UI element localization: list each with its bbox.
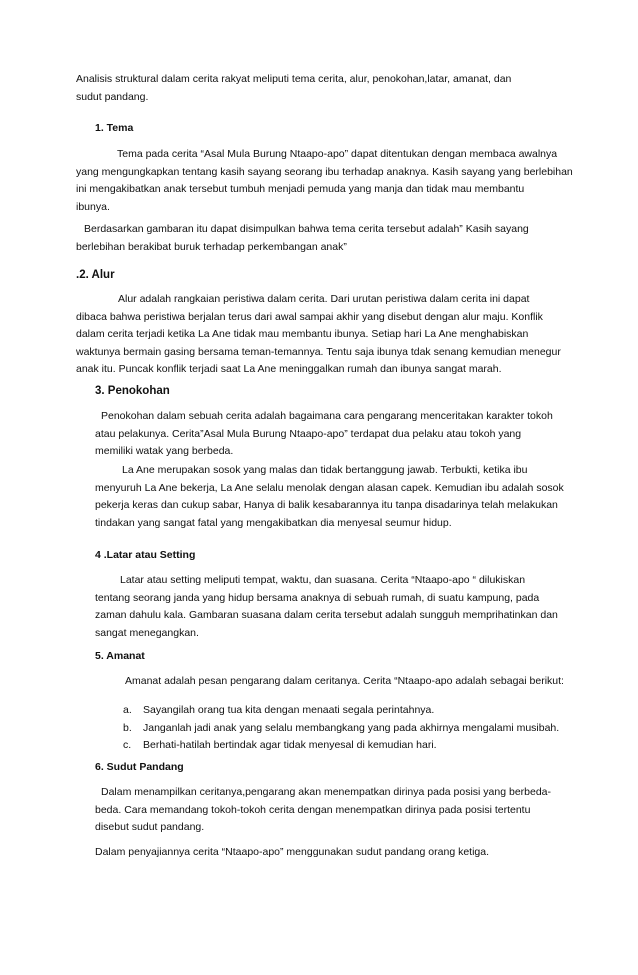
- text-line: pekerja keras dan cukup sabar, Hanya di balik kesabarannya itu tanpa disadarinya telah melakukan: [95, 499, 558, 512]
- text-line: Latar atau setting meliputi tempat, waktu, dan suasana. Cerita “Ntaapo-apo “ dilukiskan: [120, 574, 526, 586]
- text-line: ibunya.: [76, 200, 110, 213]
- list-item-text: Berhati-hatilah bertindak agar tidak menyesal di kemudian hari.: [143, 739, 437, 752]
- text-line: anak itu. Puncak konflik terjadi saat La Ane meninggalkan rumah dan ibunya sangat marah.: [76, 363, 502, 376]
- text-line: Tema pada cerita “Asal Mula Burung Ntaapo-apo” dapat ditentukan dengan membaca awalnya: [117, 148, 558, 160]
- alur-paragraph: [76, 291, 561, 379]
- list-item: [123, 720, 559, 738]
- text-line: Berdasarkan gambaran itu dapat disimpulkan bahwa tema cerita tersebut adalah” Kasih sayang: [84, 223, 529, 235]
- text-line: berlebihan berakibat buruk terhadap perkembangan anak”: [76, 240, 347, 253]
- list-marker: b.: [123, 721, 132, 734]
- latar-paragraph: [95, 572, 558, 642]
- sudut-pandang-conclusion: Dalam penyajiannya cerita “Ntaapo-apo” menggunakan sudut pandang orang ketiga.: [95, 846, 490, 858]
- penokohan-heading: 3. Penokohan: [95, 385, 170, 397]
- text-line: dalam cerita terjadi ketika La Ane tidak mau membantu ibunya. Setiap hari La Ane menghabiskan: [76, 328, 529, 341]
- latar-heading: 4 .Latar atau Setting: [95, 549, 196, 561]
- tema-paragraph-1: [76, 146, 573, 216]
- tema-heading: 1. Tema: [95, 122, 134, 134]
- list-marker: c.: [123, 739, 132, 752]
- list-item: [123, 737, 559, 755]
- text-line: disebut sudut pandang.: [95, 821, 205, 834]
- intro-paragraph: [76, 71, 511, 106]
- text-line: atau pelakunya. Cerita”Asal Mula Burung Ntaapo-apo” terdapat dua pelaku atau tokoh yang: [95, 427, 522, 440]
- tema-paragraph-2: [76, 221, 529, 256]
- text-line: yang mengungkapkan tentang kasih sayang seorang ibu terhadap anaknya. Kasih sayang yang berlebihan: [76, 165, 573, 178]
- text-line: Dalam menampilkan ceritanya,pengarang akan menempatkan dirinya pada posisi yang berbeda-: [101, 786, 552, 798]
- text-line: La Ane merupakan sosok yang malas dan tidak bertanggung jawab. Terbukti, ketika ibu: [122, 464, 528, 476]
- text-line: beda. Cara memandang tokoh-tokoh cerita dengan menempatkan dirinya pada posisi tertentu: [95, 803, 531, 816]
- list-item-text: Janganlah jadi anak yang selalu membangkang yang pada akhirnya mengalami musibah.: [143, 721, 560, 734]
- amanat-list: [123, 702, 559, 755]
- alur-heading: .2. Alur: [76, 269, 115, 281]
- intro-line: Analisis struktural dalam cerita rakyat meliputi tema cerita, alur, penokohan,latar, amanat, dan: [76, 73, 512, 85]
- text-line: waktunya bermain gasing bersama teman-temannya. Tentu saja ibunya tdak senang kemudian menegur: [76, 345, 561, 358]
- text-line: memiliki watak yang berbeda.: [95, 445, 234, 458]
- text-line: sangat menegangkan.: [95, 626, 199, 639]
- text-line: tindakan yang sangat fatal yang mengakibatkan dia menyesal seumur hidup.: [95, 516, 452, 529]
- list-item-text: Sayangilah orang tua kita dengan menaati segala perintahnya.: [143, 704, 435, 716]
- sudut-pandang-heading: 6. Sudut Pandang: [95, 761, 184, 773]
- amanat-paragraph: Amanat adalah pesan pengarang dalam ceritanya. Cerita “Ntaapo-apo adalah sebagai berikut:: [125, 675, 564, 687]
- amanat-heading: 5. Amanat: [95, 650, 145, 662]
- penokohan-paragraph-1: [95, 408, 553, 461]
- text-line: zaman dahulu kala. Gambaran suasana dalam cerita tersebut adalah sungguh memprihatinkan dan: [95, 609, 558, 622]
- sudut-pandang-paragraph: [95, 784, 551, 837]
- penokohan-paragraph-2: [95, 462, 564, 532]
- list-item: [123, 702, 559, 720]
- text-line: ini mengakibatkan anak tersebut tumbuh menjadi pemuda yang manja dan tidak mau membantu: [76, 183, 525, 196]
- intro-line: sudut pandang.: [76, 90, 149, 103]
- text-line: Penokohan dalam sebuah cerita adalah bagaimana cara pengarang menceritakan karakter tokoh: [101, 410, 553, 422]
- list-marker: a.: [123, 704, 132, 716]
- text-line: tentang seorang janda yang hidup bersama anaknya di sebuah rumah, di suatu kampung, pada: [95, 591, 540, 604]
- text-line: Alur adalah rangkaian peristiwa dalam cerita. Dari urutan peristiwa dalam cerita ini dapat: [118, 293, 530, 305]
- text-line: menyuruh La Ane bekerja, La Ane selalu menolak dengan alasan capek. Kemudian ibu adalah sosok: [95, 481, 564, 494]
- text-line: dibaca bahwa peristiwa berjalan terus dari awal sampai akhir yang disebut dengan alur maju. Konflik: [76, 310, 543, 323]
